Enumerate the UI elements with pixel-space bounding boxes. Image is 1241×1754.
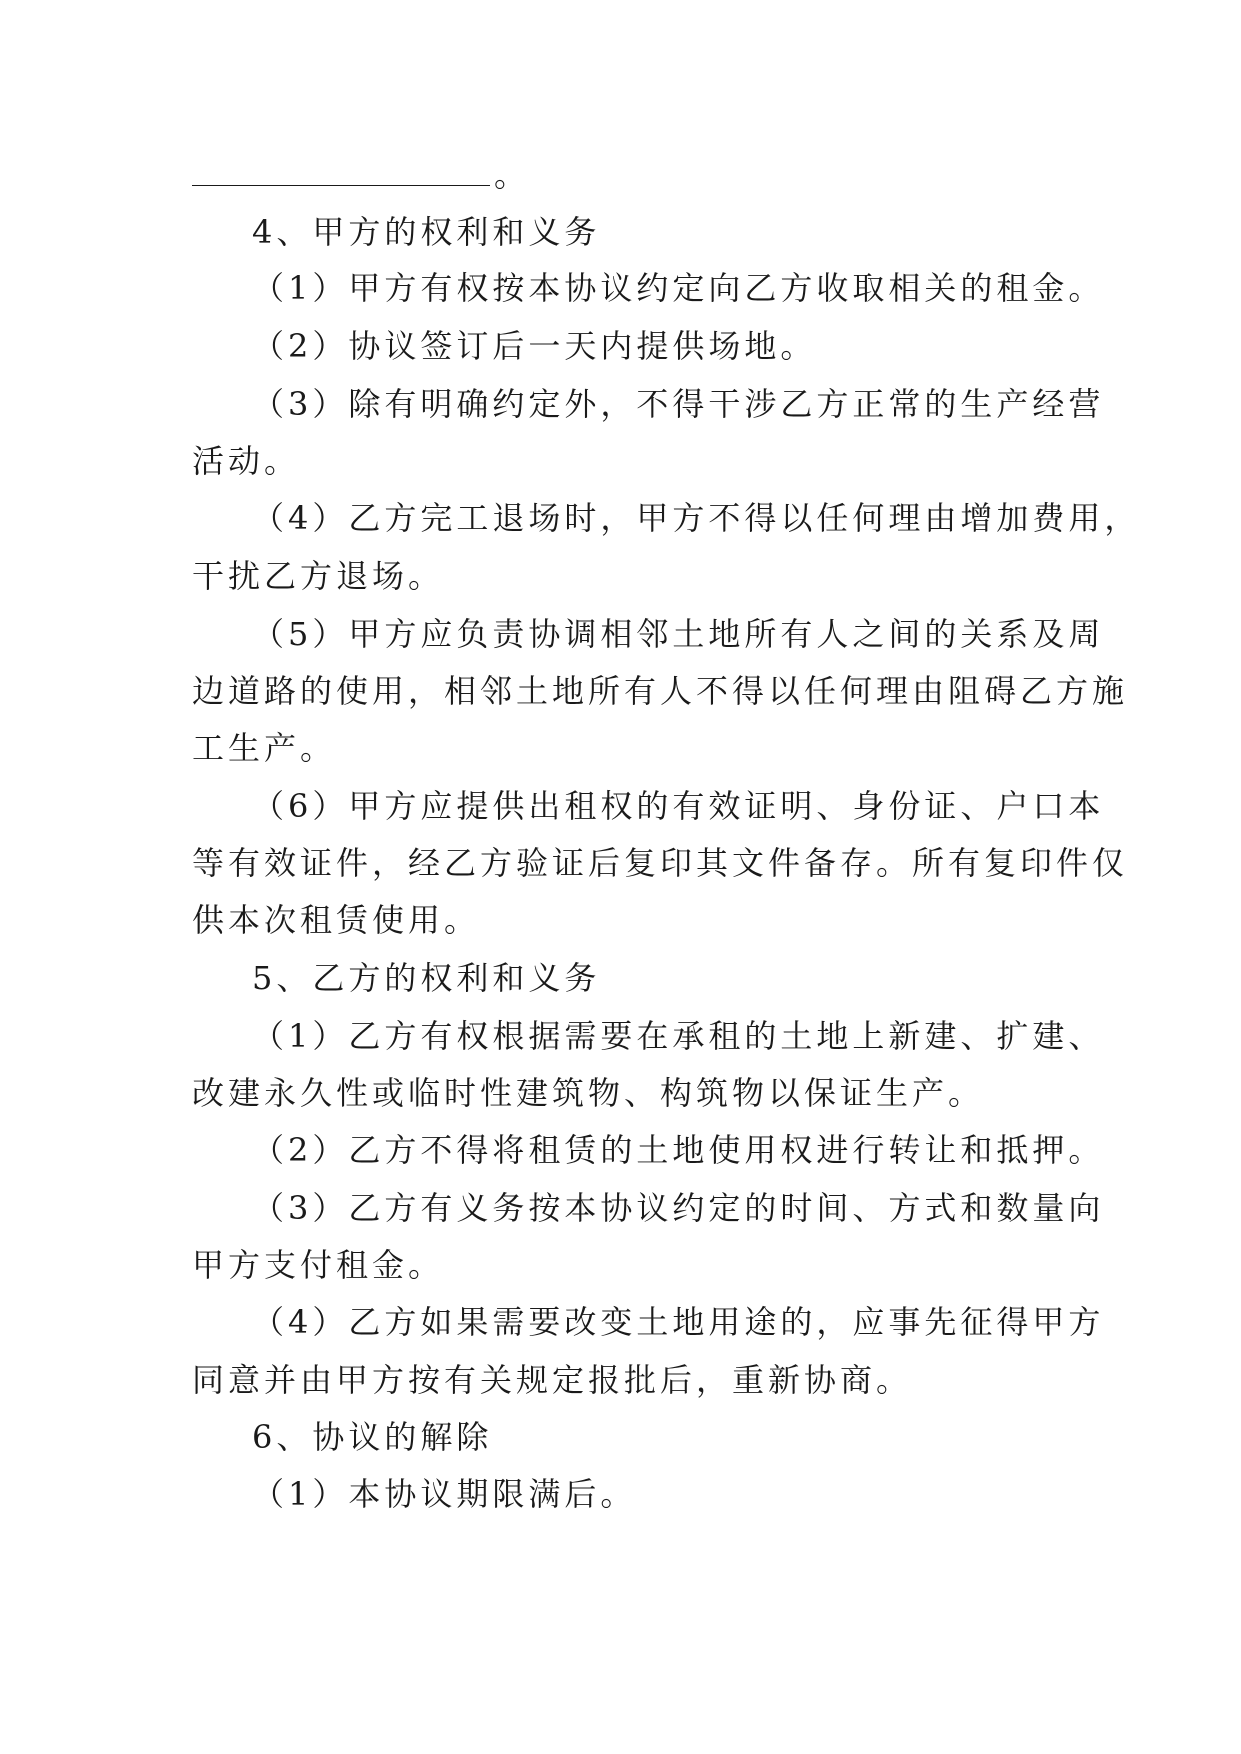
text-line-7: （4）乙方完工退场时，甲方不得以任何理由增加费用，: [252, 499, 1141, 537]
text-line-4: （2）协议签订后一天内提供场地。: [252, 327, 817, 365]
text-line-21: （4）乙方如果需要改变土地用途的，应事先征得甲方: [252, 1303, 1105, 1341]
text-line-9: （5）甲方应负责协调相邻土地所有人之间的关系及周: [252, 615, 1105, 653]
text-line-16: （1）乙方有权根据需要在承租的土地上新建、扩建、: [252, 1017, 1105, 1055]
text-line-3: （1）甲方有权按本协议约定向乙方收取相关的租金。: [252, 269, 1105, 307]
section-heading-5: 5、乙方的权利和义务: [252, 959, 601, 997]
text-line-11: 工生产。: [192, 729, 337, 767]
text-line-5: （3）除有明确约定外，不得干涉乙方正常的生产经营: [252, 385, 1105, 423]
text-line-20: 甲方支付租金。: [192, 1246, 445, 1284]
fill-in-blank: [192, 163, 490, 186]
text-line-10: 边道路的使用，相邻土地所有人不得以任何理由阻碍乙方施: [192, 672, 1129, 710]
text-line-17: 改建永久性或临时性建筑物、构筑物以保证生产。: [192, 1074, 985, 1112]
text-line-6: 活动。: [192, 442, 301, 480]
section-heading-6: 6、协议的解除: [252, 1418, 493, 1456]
text-line-22: 同意并由甲方按有关规定报批后，重新协商。: [192, 1361, 913, 1399]
text-line-14: 供本次租赁使用。: [192, 901, 481, 939]
text-line-1: 。: [192, 155, 530, 195]
text-line-13: 等有效证件，经乙方验证后复印其文件备存。所有复印件仅: [192, 844, 1129, 882]
text-line-18: （2）乙方不得将租赁的土地使用权进行转让和抵押。: [252, 1131, 1105, 1169]
text-line-8: 干扰乙方退场。: [192, 557, 445, 595]
text-line-19: （3）乙方有义务按本协议约定的时间、方式和数量向: [252, 1189, 1105, 1227]
text-line-12: （6）甲方应提供出租权的有效证明、身份证、户口本: [252, 787, 1105, 825]
text-line-24: （1）本协议期限满后。: [252, 1475, 637, 1513]
section-heading-4: 4、甲方的权利和义务: [252, 213, 601, 251]
